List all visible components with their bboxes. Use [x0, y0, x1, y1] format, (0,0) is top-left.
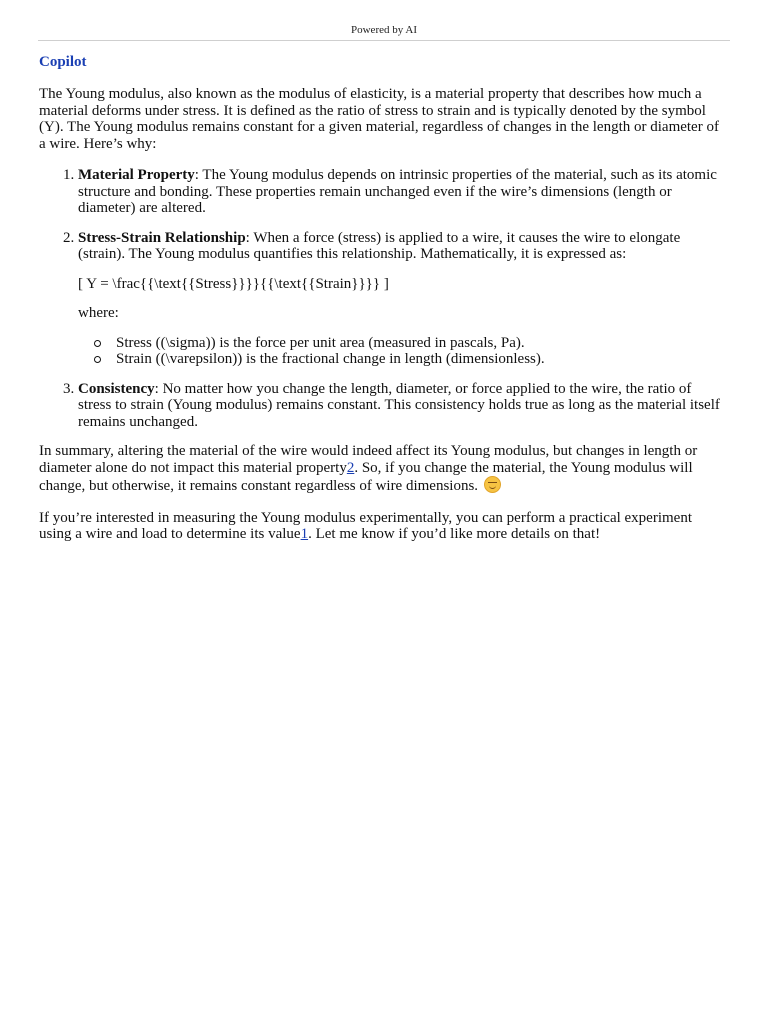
reasons-list	[39, 167, 727, 430]
point-text: : The Young modulus depends on intrinsic properties of the material, such as its atomic structure and bonding. These properties remain unchanged even if the wire’s dimensions (length or diameter) are altered.	[78, 167, 717, 216]
point-text: : When a force (stress) is applied to a wire, it causes the wire to elongate (strain). The Young modulus quantifies this relationship. Mathematically, it is expressed as:	[78, 229, 681, 262]
citation-link-2[interactable]: 2	[346, 459, 355, 476]
definitions-list	[78, 335, 727, 368]
summary-text-end: . So, if you change the material, the Young modulus will change, but otherwise, it remains constant regardless of wire dimensions.	[39, 459, 693, 494]
copilot-title: Copilot	[39, 54, 87, 70]
definition-strain: Strain ((\varepsilon)) is the fractional change in length (dimensionless).	[116, 351, 727, 368]
definition-stress: Stress ((\sigma)) is the force per unit area (measured in pascals, Pa).	[116, 335, 727, 352]
summary-paragraph	[39, 443, 727, 495]
closing-text: If you’re interested in measuring the Young modulus experimentally, you can perform a practical experiment using a wire and load to determine its value	[39, 509, 692, 542]
list-item-material-property	[78, 167, 727, 217]
smiling-face-icon	[484, 476, 501, 493]
page-header	[38, 24, 730, 41]
point-text: : No matter how you change the length, diameter, or force applied to the wire, the ratio of stress to strain (Young modulus) remains constant. This consistency holds true as long as the material itself remains unchanged.	[78, 380, 720, 430]
point-title: Material Property	[78, 167, 195, 183]
closing-text-end: . Let me know if you’d like more details on that!	[308, 526, 601, 542]
point-title: Stress-Strain Relationship	[78, 229, 246, 246]
where-label: where:	[78, 305, 119, 321]
summary-text: In summary, altering the material of the wire would indeed affect its Young modulus, but changes in length or diameter alone do not impact this material property	[39, 443, 698, 476]
intro-paragraph: The Young modulus, also known as the modulus of elasticity, is a material property that describes how much a material deforms under stress. It is defined as the ratio of stress to strain and is typically denoted by the symbol (Y). The Young modulus remains constant for a given material, regardless of changes in the length or diameter of a wire. Here’s why:	[39, 86, 719, 152]
list-item-stress-strain	[78, 230, 727, 368]
citation-link-1[interactable]: 1	[300, 526, 309, 542]
answer-body	[39, 86, 727, 558]
formula: [ Y = \frac{{\text{{Stress}}}}{{\text{{Strain}}}} ]	[78, 275, 389, 292]
closing-paragraph	[39, 510, 727, 543]
point-title: Consistency	[78, 380, 155, 397]
list-item-consistency	[78, 381, 727, 431]
powered-by-label: Powered by AI	[351, 24, 417, 36]
